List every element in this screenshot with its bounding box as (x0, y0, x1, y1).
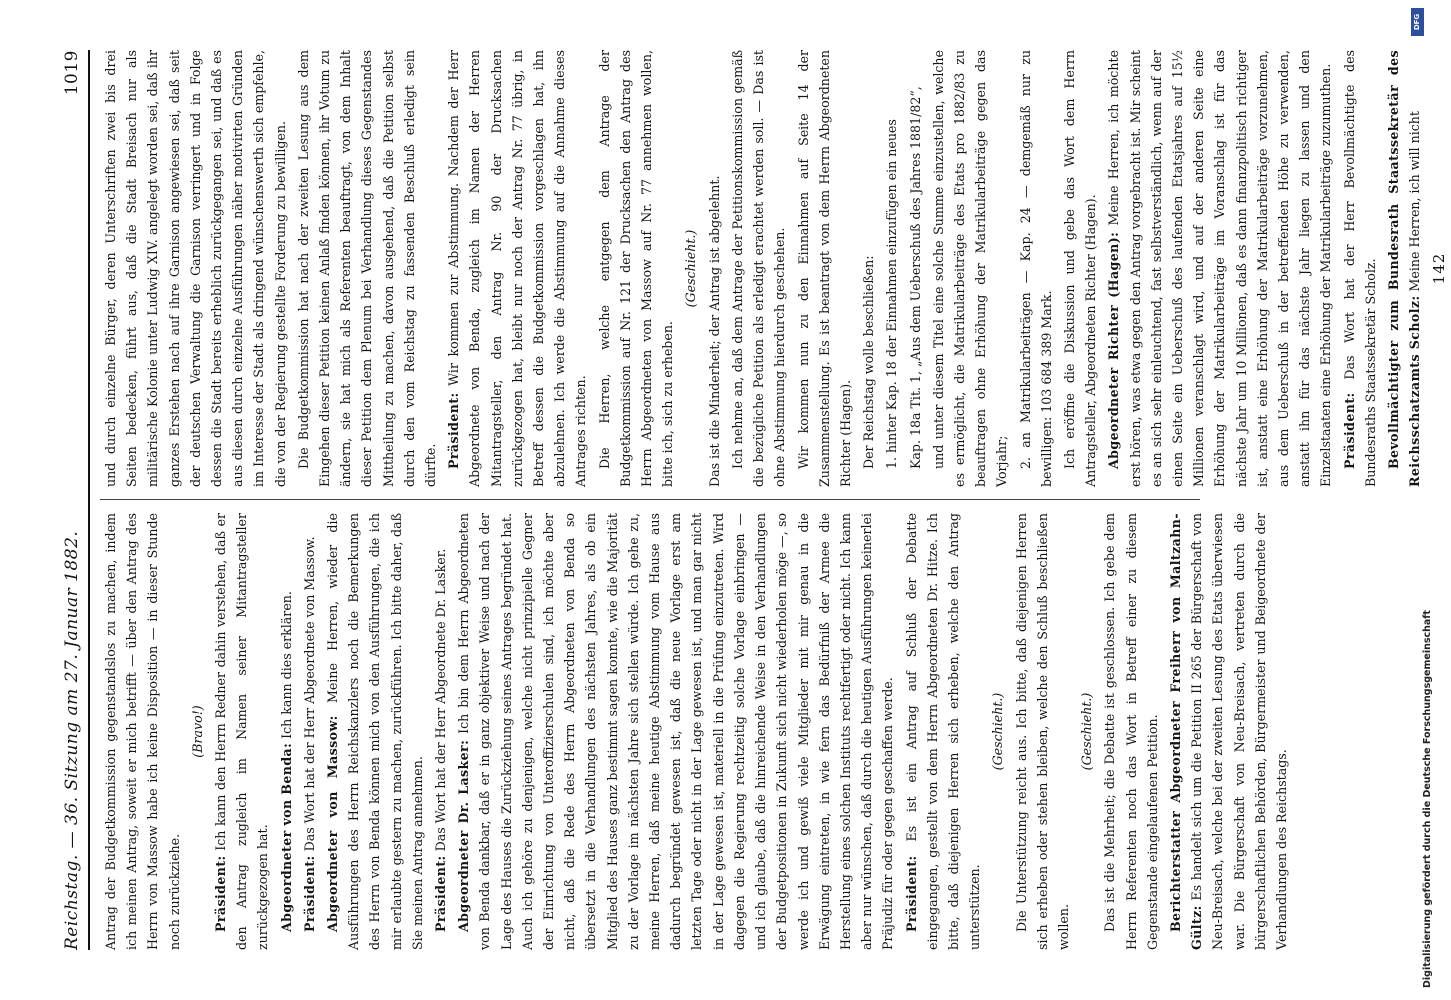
digitization-credit: Digitalisierung gefördert durch die Deutsche Forschungsgemeinschaft (1422, 610, 1433, 988)
paragraph-text: (Bravo!) (189, 705, 205, 758)
paragraph (299, 513, 320, 950)
paragraph-text: Es ist ein Antrag auf Schluß der Debatte eingegangen, gestellt von dem Herrn Abgeordneten Dr. Hitze. Ich bitte, daß diejenigen Herren sich erheben, welche den Antrag unterstützen. (903, 512, 983, 950)
paragraph (453, 513, 898, 950)
paragraph (727, 50, 791, 487)
paragraph (1339, 50, 1381, 487)
paragraph (443, 50, 591, 487)
paragraph (1383, 50, 1425, 487)
paragraph-text: Meine Herren, wieder die Ausführungen des Herrn Reichskanzlers noch die Bemerkungen des Herrn von Benda können mich von den Ausführungen, die ich mir erlaubte gestern zu machen, zurückführen. Ich bitte daher, daß Sie meinen Antrag annehmen. (325, 513, 425, 950)
speaker-name: Präsident: (903, 855, 919, 932)
paragraph (100, 513, 185, 950)
paragraph-text: Wir kommen nun zu den Einnahmen auf Seite 14 der Zusammenstellung. Es ist beantragt von dem Herrn Abgeordneten Richter (Hagen). (795, 50, 853, 487)
paragraph-text: und durch einzelne Bürger, deren Unterschriften zwei bis drei Seiten bedecken, führt aus, daß die Stadt Breisach nur als militärische Kolonie unter Ludwig XIV. angelegt worden sei, daß ihr ganzes Erstehen nach auf ihre Garnison angewiesen sei, daß seit der deutschen Verwaltung die Garnison verringert und in Folge dessen die Stadt bereits erheblich zurückgegangen sei, und daß es aus diesen durch einzelne Ausführungen näher motivirten Gründen im Interesse der Stadt als dringend wünschenswerth sich empfehle, die von der Regierung gestellte Forderung zu bewilligen. (103, 50, 288, 487)
paragraph (293, 50, 441, 487)
paragraph (1099, 513, 1163, 950)
paragraph (430, 513, 451, 950)
paragraph-text: Antrag der Budgetkommission gegenstandslos zu machen, indem ich meinen Antrag, soweit er mich betrifft — über den Antrag des Herrn von Massow habe ich keine Disposition — in dieser Stunde noch zurückziehe. (103, 513, 182, 950)
paragraph-text: Ich nehme an, daß dem Antrage der Petitionskommission gemäß die bezügliche Petition als erledigt erachtet werden soll. — Das ist ohne Abstimmung hierdurch geschehen. (729, 50, 788, 487)
paragraph (276, 513, 297, 950)
paragraph (987, 513, 1008, 950)
paragraph-text: Das ist die Mehrheit; die Debatte ist geschlossen. Ich gebe dem Herrn Referenten noch das Wort in Betreff einer zu diesem Gegenstande eingelaufenen Petition. (1102, 513, 1160, 950)
signature-mark: 142 (1430, 252, 1449, 285)
paragraph (1059, 50, 1101, 487)
speaker-name: Präsident: (433, 855, 449, 932)
paragraph-text: (Geschieht.) (1079, 692, 1095, 771)
paragraph (1165, 513, 1292, 950)
paragraph-text: Die Budgetkommission hat nach der zweiten Lesung aus dem Eingehen dieser Petition keinen Anlaß finden können, ihr Votum zu ändern, sie hat mich als Referenten beauftragt, von dem Inhalt dieser Petition dem Plenum bei Verhandlung dieses Gegenstandes Mittheilung zu machen, davon ausgehend, daß die Petition selbst durch den vom Reichstag zu fassenden Beschluß erledigt sein dürfte. (295, 50, 439, 487)
paragraph-text: und unter diesem Titel eine solche Summe einzustellen, welche es ermöglicht, die Matrikularbeiträge des Etats pro 1882/83 zu beauftragen ohne Erhöhung der Matrikularbeiträge gegen das Vorjahr; (930, 50, 1010, 487)
paragraph (1103, 50, 1336, 487)
paragraph (858, 50, 879, 487)
speaker-name: Abgeordneter Richter (Hagen): (1106, 231, 1122, 469)
paragraph (905, 50, 926, 487)
speaker-name: Präsident: (213, 855, 229, 932)
page-number: 1019 (62, 50, 82, 96)
paragraph-text: (Geschieht.) (990, 692, 1006, 771)
paragraph (1011, 513, 1075, 950)
paragraph-text: Ich kann dies erklären. (278, 591, 294, 739)
paragraph-text: Wir kommen zur Abstimmung. Nachdem der Herr Abgeordnete von Benda, zugleich im Namen der Herren Mitantragsteller, den Antrag Nr. 90 der Drucksachen zurückgezogen hat, bleibt nur noch der Antrag Nr. 77 übrig, in Betreff dessen die Budgetkommission vorgeschlagen hat, ihn abzulehnen. Ich werde die Abstimmung auf die Annahme dieses Antrages richten. (446, 50, 589, 487)
paragraph-text: (Geschieht.) (683, 229, 699, 308)
paragraph-text: Die Unterstützung reicht aus. Ich bitte, daß diejenigen Herren sich erheben oder stehen bleiben, welche den Schluß beschließen wollen. (1013, 513, 1071, 950)
paragraph-text: Ich kann den Herrn Redner dahin verstehen, daß er den Antrag zugleich im Namen seiner Mitantragsteller zurückgezogen hat. (213, 513, 271, 950)
page-title: Reichstag. — 36. Sitzung am 27. Januar 1882. (62, 530, 82, 950)
paragraph (594, 50, 679, 487)
left-column (100, 513, 1320, 950)
speaker-name: Abgeordneter Dr. Lasker: (456, 739, 472, 932)
dfg-logo-text: DFG (1413, 13, 1422, 31)
paragraph (928, 50, 1013, 487)
paragraph (680, 50, 701, 487)
speaker-name: Präsident: (446, 392, 462, 469)
paragraph (1076, 513, 1097, 950)
paragraph-text: Meine Herren, ich möchte erst hören, was etwa gegen den Antrag vorgebracht ist. Mir scheint es an sich sehr einleuchtend, fast selbstverständlich, wenn auf der einen Seite ein Ueberschuß des laufenden Etatsjahres auf 15½ Millionen veranschlagt wird, und auf der anderen Seite eine Erhöhung der Matrikularbeiträge im Voranschlag ist für das nächste Jahr um 10 Millionen, daß es dann finanzpolitisch richtiger ist, anstatt eine Erhöhung der Matrikularbeiträge vorzunehmen, aus dem Ueberschuß in der betreffenden Höhe zu verwenden, anstatt ihn für das nächste Jahr liegen zu lassen und den Einzelstaaten eine Erhöhung der Matrikularbeiträge zuzumuthen. (1106, 50, 1334, 487)
paragraph (210, 513, 274, 950)
paragraph (793, 50, 857, 487)
paragraph-text: Das Wort hat der Herr Abgeordnete von Massow. (301, 536, 317, 852)
paragraph-text: Ich eröffne die Diskussion und gebe das Wort dem Herrn Antragsteller, Abgeordneten Richter (Hagen). (1061, 50, 1099, 487)
paragraph (704, 50, 725, 487)
paragraph-text: Die Herren, welche entgegen dem Antrage der Budgetkommission auf Nr. 121 der Drucksachen den Antrag des Herrn Abgeordneten von Massow auf Nr. 77 annehmen wollen, bitte ich, sich zu erheben. (596, 50, 676, 487)
speaker-name: Präsident: (1341, 392, 1357, 469)
paragraph-text: Kap. 18a Tit. 1, „Aus dem Ueberschuß des Jahres 1881/82“, (907, 86, 923, 469)
paragraph-text: Es handelt sich um die Petition II 265 der Bürgerschaft von Neu-Breisach, welche bei der zweiten Lesung des Etats überwiesen war. Die Bürgerschaft von Neu-Breisach, vertreten durch die bürgerschaftlichen Behörden, Bürgermeister und Beigeordnete der Verhandlungen des Reichstags. (1189, 513, 1289, 950)
speaker-name: Berichterstatter Abgeordneter Freiherr von Maltzahn-Gültz: (1167, 513, 1205, 950)
paragraph-text: Das ist die Minderheit; der Antrag ist abgelehnt. (706, 175, 722, 487)
paragraph-text: 2. an Matrikularbeiträgen — Kap. 24 — demgemäß nur zu bewilligen: 103 684 389 Mark. (1017, 50, 1054, 487)
column-divider (100, 499, 1200, 500)
dfg-logo (1411, 8, 1424, 36)
speaker-name: Präsident: (301, 855, 317, 932)
page-header (62, 50, 90, 950)
paragraph-text: Das Wort hat der Herr Abgeordnete Dr. Lasker. (433, 548, 449, 852)
paragraph (1015, 50, 1057, 487)
paragraph-text: Meine Herren, ich will nicht (1407, 111, 1423, 292)
right-column (100, 50, 1449, 487)
paragraph (901, 513, 986, 950)
paragraph-text: Ich bin dem Herrn Abgeordneten von Benda dankbar, daß er in ganz objektiver Weise und nach der Lage des Hauses die Zurückziehung seines Antrages begründet hat. Auch ich gehöre zu denjenigen, welche nicht prinzipielle Gegner der Einrichtung von Unteroffizierschulen sind, ich möchte aber nicht, daß die Rede des Herrn Abgeordneten von Benda so übersetzt in die Verhandlungen des nächsten Jahres, als ob ein Mitglied des Hauses ganz bestimmt sagen konnte, wie die Majorität zu der Vorlage im nächsten Jahre sich stellen würde. Ich gehe zu, meine Herren, daß meine heutige Abstimmung vom Hause aus dadurch begründet gewesen ist, daß die neue Vorlage erst am letzten Tage oder nicht in der Lage gewesen ist, und man gar nicht in der Lage gewesen ist, materiell in die Prüfung einzutreten. Wird dagegen die Regierung rechtzeitig solche Vorlage einbringen — und ich glaube, daß die hinreichende Weise in den Verhandlungen der Budgetpositionen in Zukunft sich nicht wiederholen möge —, so werde ich und gewiß viele Mitglieder mit mir genau in die Erwägung eintreten, in wie fern das Bedürfniß der Armee die Herstellung eines solchen Instituts rechtfertigt oder nicht. Ich kann aber nur wünschen, daß durch die heutigen Ausführungen keinerlei Präjudiz für oder gegen geschaffen werde. (456, 513, 896, 950)
paragraph-text: Der Reichstag wolle beschließen: (861, 255, 877, 469)
paragraph (187, 513, 208, 950)
paragraph (100, 50, 291, 487)
paragraph-text: 1. hinter Kap. 18 der Einnahmen einzufügen ein neues (884, 119, 900, 469)
paragraph-text: Das Wort hat der Herr Bevollmächtigte des Bundesraths Staatssekretär Scholz. (1341, 50, 1378, 487)
speaker-name: Bevollmächtigter zum Bundesrath Staatssekretär des Reichsschatzamts Scholz: (1385, 50, 1423, 487)
paragraph (322, 513, 428, 950)
speaker-name: Abgeordneter von Benda: (278, 742, 294, 932)
paragraph (881, 50, 902, 487)
speaker-name: Abgeordneter von Massow: (325, 715, 341, 932)
